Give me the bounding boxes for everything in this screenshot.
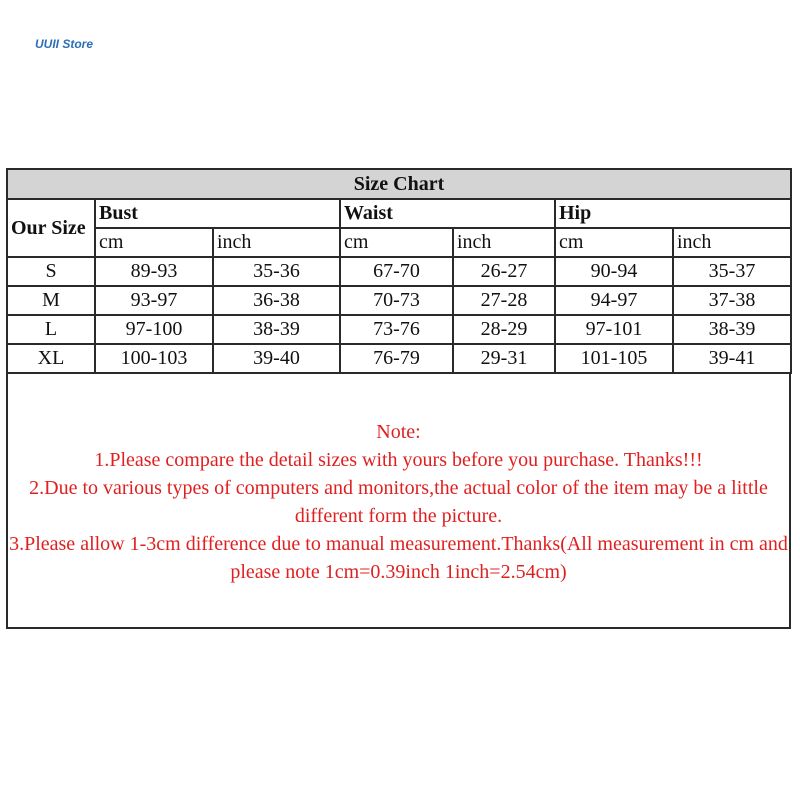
unit-header: cm: [95, 228, 213, 257]
unit-header: inch: [673, 228, 791, 257]
table-cell: 97-100: [95, 315, 213, 344]
table-cell: 38-39: [673, 315, 791, 344]
table-cell: 90-94: [555, 257, 673, 286]
note-box: [6, 372, 791, 629]
note-line: 2.Due to various types of computers and monitors,the actual color of the item may be a little different form the picture.: [29, 477, 768, 527]
table-cell: 101-105: [555, 344, 673, 373]
table-cell: 67-70: [340, 257, 453, 286]
table-cell: 39-40: [213, 344, 340, 373]
table-cell: 73-76: [340, 315, 453, 344]
size-label: S: [7, 257, 95, 286]
waist-header: Waist: [340, 199, 555, 228]
size-label: L: [7, 315, 95, 344]
note-line: 1.Please compare the detail sizes with yours before you purchase. Thanks!!!: [94, 449, 703, 471]
table-cell: 94-97: [555, 286, 673, 315]
size-chart-table: [6, 168, 792, 374]
table-cell: 89-93: [95, 257, 213, 286]
table-row: [7, 286, 791, 315]
table-cell: 36-38: [213, 286, 340, 315]
unit-header: inch: [453, 228, 555, 257]
table-cell: 38-39: [213, 315, 340, 344]
note-line: 3.Please allow 1-3cm difference due to manual measurement.Thanks(All measurement in cm and please note 1cm=0.39inch 1inch=2.54cm): [9, 533, 788, 583]
unit-header: cm: [555, 228, 673, 257]
our-size-header: Our Size: [7, 199, 95, 257]
bust-header: Bust: [95, 199, 340, 228]
note-heading: Note:: [376, 421, 421, 443]
unit-header: inch: [213, 228, 340, 257]
table-cell: 93-97: [95, 286, 213, 315]
group-header-row: [7, 199, 791, 228]
table-row: [7, 344, 791, 373]
table-cell: 39-41: [673, 344, 791, 373]
table-cell: 35-36: [213, 257, 340, 286]
hip-header: Hip: [555, 199, 791, 228]
chart-title: Size Chart: [7, 169, 791, 199]
title-row: [7, 169, 791, 199]
size-label: M: [7, 286, 95, 315]
store-name: UUII Store: [35, 37, 94, 51]
unit-header: cm: [340, 228, 453, 257]
table-cell: 35-37: [673, 257, 791, 286]
table-row: [7, 257, 791, 286]
table-cell: 100-103: [95, 344, 213, 373]
table-cell: 27-28: [453, 286, 555, 315]
table-cell: 29-31: [453, 344, 555, 373]
table-cell: 37-38: [673, 286, 791, 315]
table-cell: 70-73: [340, 286, 453, 315]
table-row: [7, 315, 791, 344]
size-label: XL: [7, 344, 95, 373]
table-cell: 26-27: [453, 257, 555, 286]
unit-header-row: [7, 228, 791, 257]
table-cell: 28-29: [453, 315, 555, 344]
table-cell: 76-79: [340, 344, 453, 373]
table-cell: 97-101: [555, 315, 673, 344]
